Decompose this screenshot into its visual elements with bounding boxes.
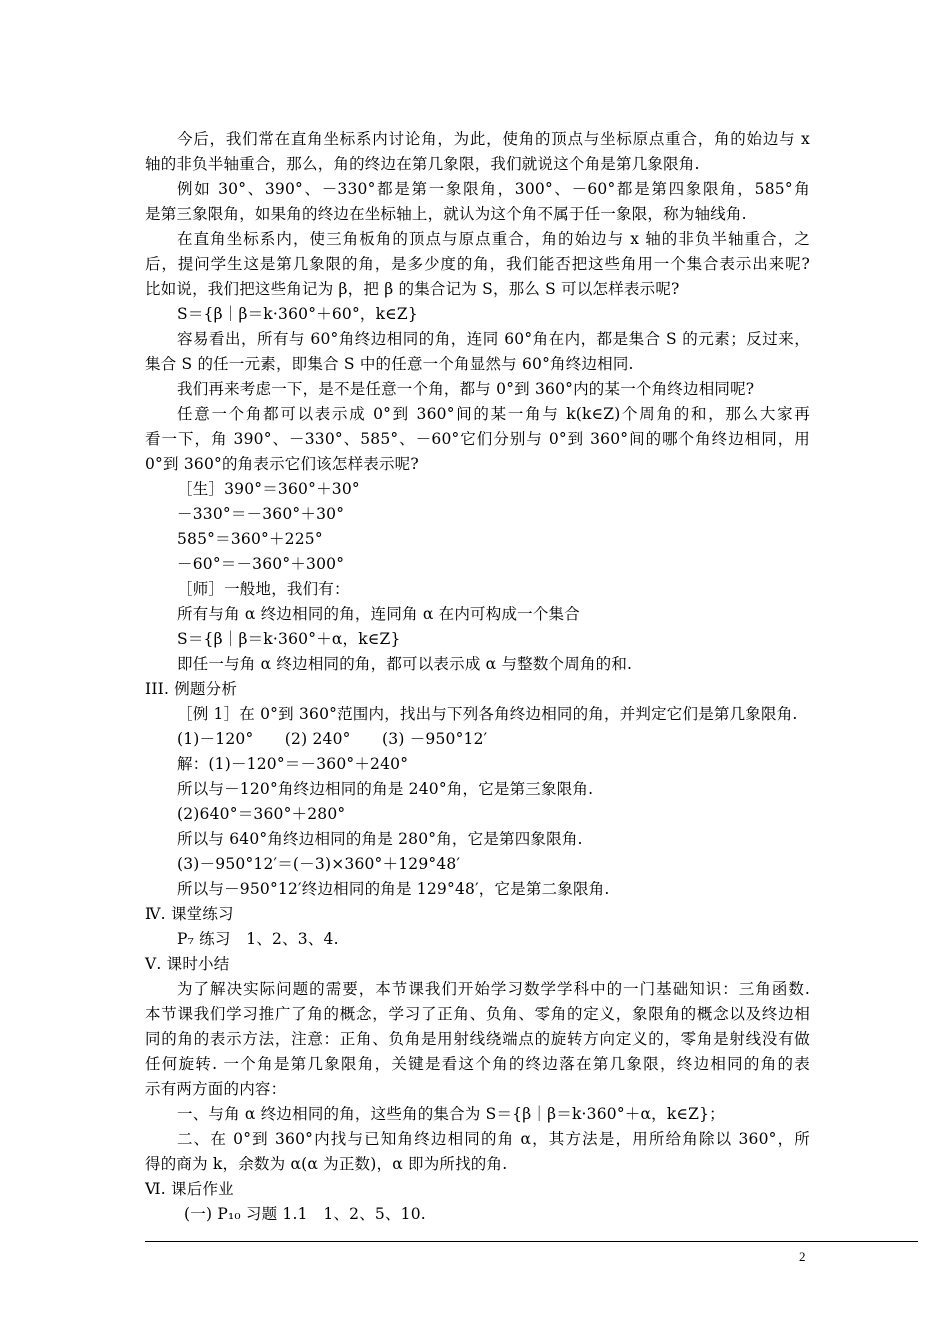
text-line: 0°到 360°的角表示它们该怎样表示呢? [145,455,419,473]
formula-line: －330°＝－360°＋30° [177,505,345,523]
text-line: (1)－120° (2) 240° (3) －950°12′ [177,730,488,748]
text-line: 所有与角 α 终边相同的角，连同角 α 在内可构成一个集合 [177,605,580,623]
text-line: (3)－950°12′＝(－3)×360°＋129°48′ [177,855,461,873]
text-line: 是第三象限角，如果角的终边在坐标轴上，就认为这个角不属于任一象限，称为轴线角. [145,205,747,223]
formula-line: －60°＝－360°＋300° [177,555,345,573]
text-line: 任何旋转. 一个角是第几象限角，关键是看这个角的终边落在第几象限，终边相同的角的表 [145,1055,810,1073]
text-line: 后，提问学生这是第几象限的角，是多少度的角，我们能否把这些角用一个集合表示出来呢? [145,255,810,273]
text-line: 一、与角 α 终边相同的角，这些角的集合为 S＝{β｜β＝k·360°＋α，k∈Z}； [177,1105,725,1123]
text-line: 看一下，角 390°、－330°、585°、－60°它们分别与 0°到 360°间的哪个角终边相同，用 [145,430,810,448]
text-line: 示有两方面的内容： [145,1080,287,1098]
formula-line: 585°＝360°＋225° [177,530,323,548]
text-line: 今后，我们常在直角坐标系内讨论角，为此，使角的顶点与坐标原点重合，角的始边与 x [177,130,810,148]
text-line: P₇ 练习 1、2、3、4. [177,930,339,948]
text-line: 在直角坐标系内，使三角板角的顶点与原点重合，角的始边与 x 轴的非负半轴重合，之 [177,230,810,248]
text-line: 解：(1)－120°＝－360°＋240° [177,755,409,773]
section-heading: Ⅵ. 课后作业 [145,1180,234,1198]
text-line: 同的角的表示方法，注意：正角、负角是用射线绕端点的旋转方向定义的，零角是射线没有做 [145,1030,810,1048]
text-line: 得的商为 k，余数为 α(α 为正数)，α 即为所找的角. [145,1155,508,1173]
text-line: ［例 1］在 0°到 360°范围内，找出与下列各角终边相同的角，并判定它们是第几象限角. [177,705,798,723]
text-line: 本节课我们学习推广了角的概念，学习了正角、负角、零角的定义，象限角的概念以及终边相 [145,1005,810,1023]
text-line: 我们再来考虑一下，是不是任意一个角，都与 0°到 360°内的某一个角终边相同呢? [177,380,755,398]
text-line: (一) P₁₀ 习题 1.1 1、2、5、10. [184,1205,426,1223]
text-line: 所以与 640°角终边相同的角是 280°角，它是第四象限角. [177,830,583,848]
formula-line: S＝{β｜β＝k·360°＋60°，k∈Z} [177,305,418,323]
section-heading: Ⅳ. 课堂练习 [145,905,234,923]
text-line: 二、在 0°到 360°内找与已知角终边相同的角 α，其方法是，用所给角除以 360°，所 [177,1130,810,1148]
text-line: 比如说，我们把这些角记为 β，把 β 的集合记为 S，那么 S 可以怎样表示呢? [145,280,680,298]
text-line: (2)640°＝360°＋280° [177,805,346,823]
footer-divider [145,1241,918,1242]
text-line: 轴的非负半轴重合，那么，角的终边在第几象限，我们就说这个角是第几象限角. [145,155,700,173]
text-line: ［师］一般地，我们有： [177,580,350,598]
text-line: 容易看出，所有与 60°角终边相同的角，连同 60°角在内，都是集合 S 的元素；反过来， [177,330,810,348]
formula-line: ［生］390°＝360°＋30° [177,480,360,498]
text-line: 集合 S 的任一元素，即集合 S 中的任意一个角显然与 60°角终边相同. [145,355,634,373]
formula-line: S＝{β｜β＝k·360°＋α，k∈Z} [177,630,401,648]
section-heading: III. 例题分析 [145,680,238,698]
text-line: 任意一个角都可以表示成 0°到 360°间的某一角与 k(k∈Z)个周角的和，那么大家再 [177,405,810,423]
text-line: 所以与－120°角终边相同的角是 240°角，它是第三象限角. [177,780,594,798]
text-line: 即任一与角 α 终边相同的角，都可以表示成 α 与整数个周角的和. [177,655,633,673]
text-line: 例如 30°、390°、－330°都是第一象限角，300°、－60°都是第四象限角，585°角 [177,180,810,198]
page-number: 2 [799,1249,806,1264]
text-line: 为了解决实际问题的需要，本节课我们开始学习数学学科中的一门基础知识：三角函数. [177,980,810,998]
section-heading: Ⅴ. 课时小结 [145,955,230,973]
text-line: 所以与－950°12′终边相同的角是 129°48′，它是第二象限角. [177,880,610,898]
